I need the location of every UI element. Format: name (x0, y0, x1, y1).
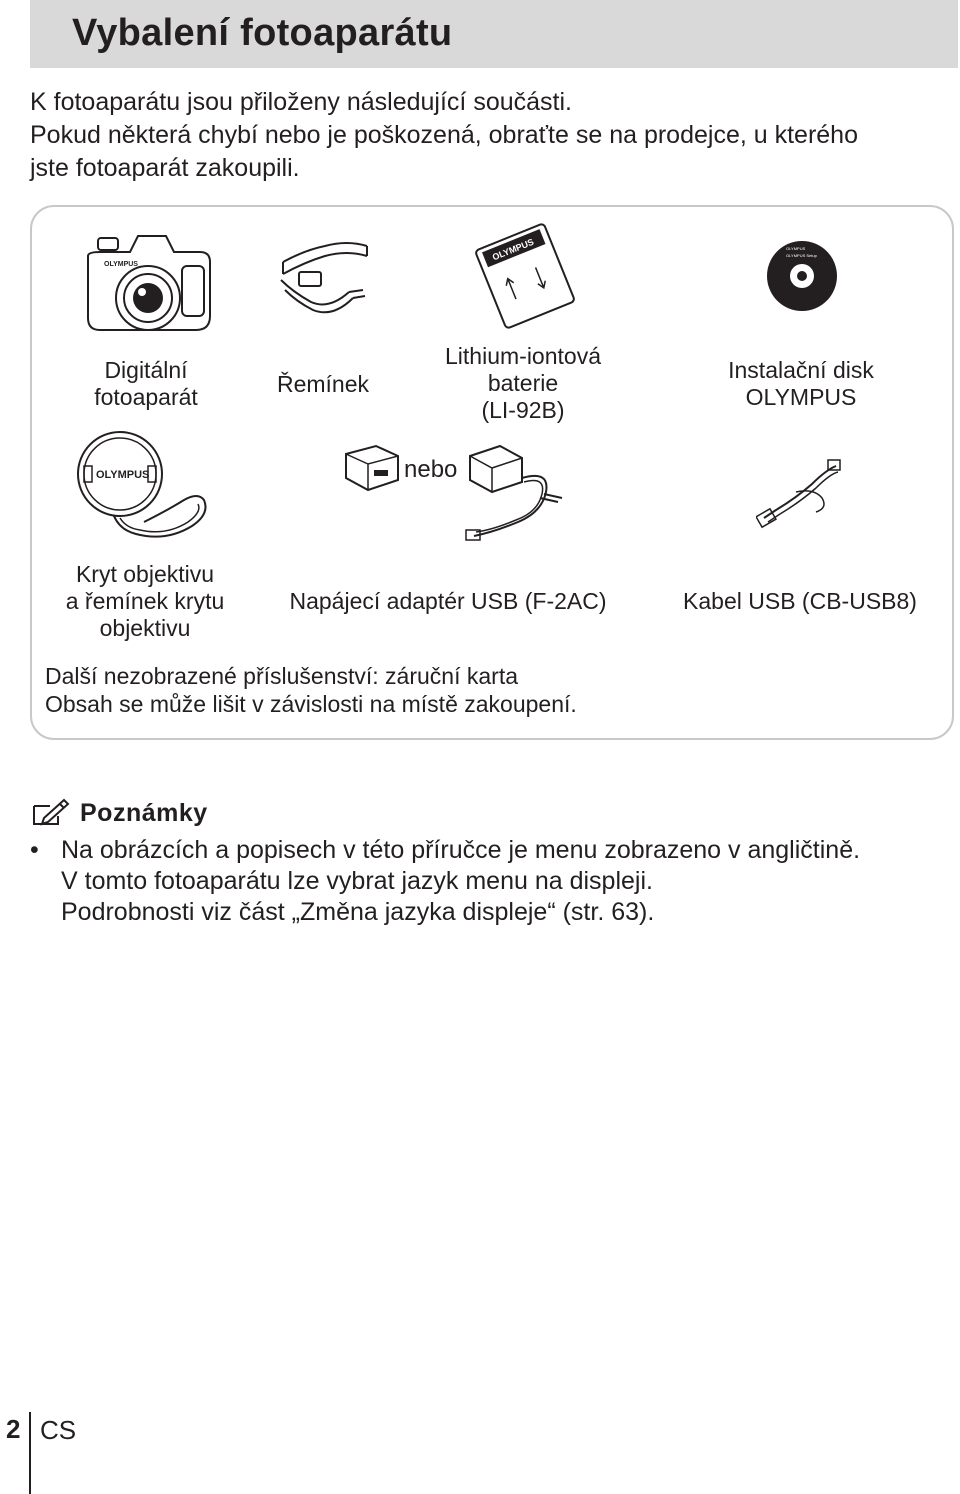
box-note-line: Další nezobrazené příslušenství: záruční karta (45, 663, 519, 689)
usb-cable-illustration (756, 458, 842, 530)
lens-cap-label-line: Kryt objektivu (75, 561, 215, 587)
battery-label (445, 343, 601, 424)
lens-cap-illustration (74, 430, 214, 544)
battery-label-line: baterie (487, 370, 559, 396)
intro-line: jste fotoaparát zakoupili. (30, 154, 300, 182)
or-label: nebo (404, 456, 458, 483)
lens-cap-label-line: objektivu (99, 615, 191, 641)
disc-logo: OLYMPUS (786, 246, 806, 251)
pencil-note-icon (30, 798, 70, 828)
intro-text (30, 86, 858, 185)
box-notes (45, 662, 577, 718)
page-number: 2 (6, 1414, 21, 1444)
lens-cap-logo: OLYMPUS (96, 469, 150, 481)
usb-adapter-with-cord-illustration (460, 440, 570, 544)
camera-illustration (78, 218, 218, 340)
disc-label-line: OLYMPUS (745, 384, 857, 410)
lens-cap-label-line: a řemínek krytu (65, 588, 225, 614)
language-code: CS (40, 1415, 77, 1445)
disc-label-line: Instalační disk (728, 357, 874, 383)
camera-logo: OLYMPUS (104, 261, 138, 268)
page-title: Vybalení fotoaparátu (72, 12, 453, 54)
battery-label-line: (LI-92B) (481, 397, 565, 423)
camera-label-line: fotoaparát (94, 384, 198, 410)
battery-logo: OLYMPUS (490, 236, 536, 263)
usb-adapter-illustration (340, 440, 404, 494)
notes-heading (30, 795, 208, 831)
usb-cable-label: Kabel USB (CB-USB8) (683, 588, 917, 614)
disc-text: OLYMPUS Setup (786, 253, 817, 258)
notes-line: Na obrázcích a popisech v této příručce je menu zobrazeno v angličtině. (61, 836, 861, 864)
battery-illustration (472, 222, 578, 330)
intro-line: Pokud některá chybí nebo je poškozená, obraťte se na prodejce, u kterého (30, 121, 858, 149)
footer-divider (29, 1412, 31, 1494)
camera-label-line: Digitální (104, 357, 188, 383)
notes-line: V tomto fotoaparátu lze vybrat jazyk menu na displeji. (61, 867, 653, 895)
lens-cap-label (66, 561, 225, 642)
camera-label (94, 357, 198, 411)
usb-adapter-label: Napájecí adaptér USB (F-2AC) (289, 588, 607, 614)
strap-illustration (275, 232, 375, 322)
notes-title: Poznámky (80, 798, 208, 827)
notes-bullet (30, 835, 860, 928)
strap-label: Řemínek (276, 371, 370, 397)
box-note-line: Obsah se může lišit v závislosti na místě zakoupení. (45, 691, 577, 717)
disc-label (728, 357, 874, 411)
intro-line: K fotoaparátu jsou přiloženy následující součásti. (30, 88, 572, 116)
battery-label-line: Lithium-iontová (445, 343, 601, 369)
bullet-symbol: • (30, 836, 39, 864)
notes-line: Podrobnosti viz část „Změna jazyka displeje“ (str. 63). (61, 898, 655, 926)
disc-illustration (766, 240, 838, 312)
